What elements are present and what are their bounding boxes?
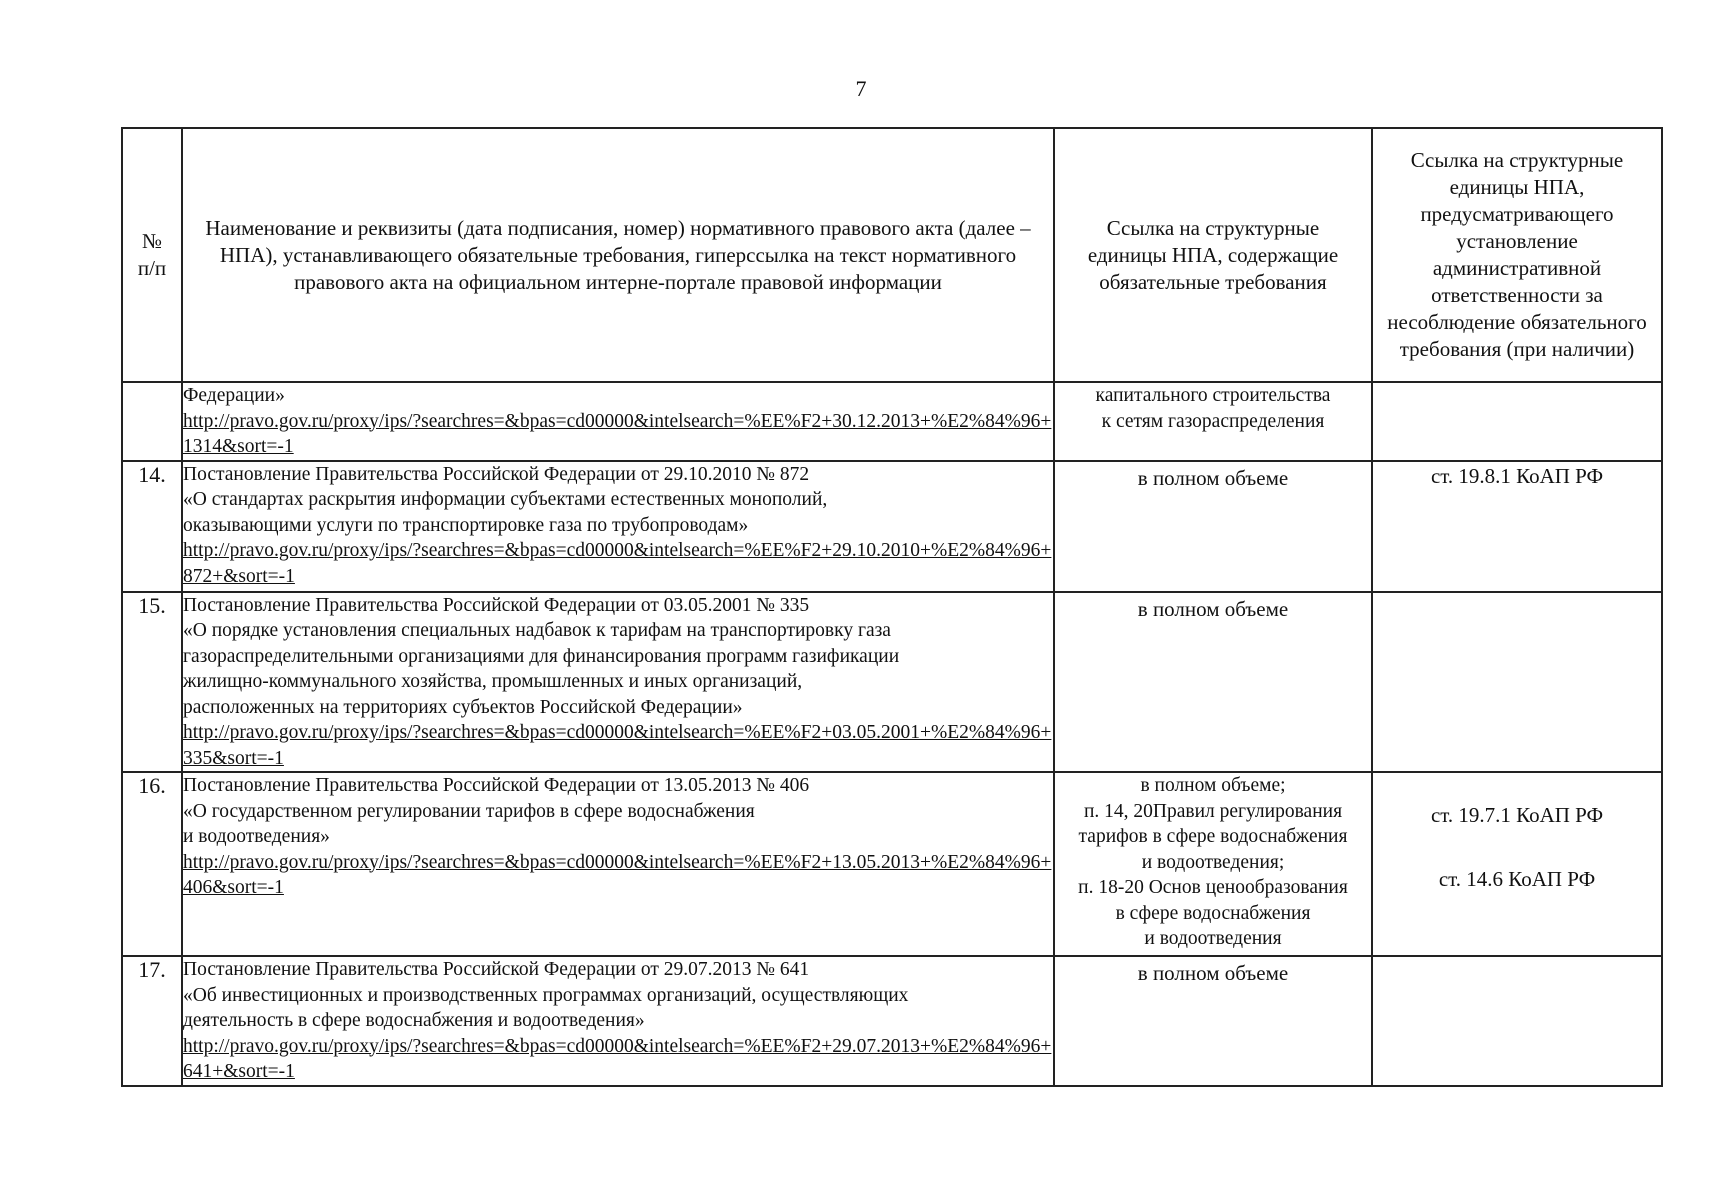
- table-row: [122, 382, 1662, 461]
- requirements-ref-line: в полном объеме: [1137, 596, 1289, 621]
- act-name-cell: [182, 772, 1054, 956]
- requirements-ref-line: капитального строительства: [1095, 385, 1331, 406]
- requirements-ref-line: тарифов в сфере водоснабжения: [1078, 826, 1348, 847]
- requirements-ref-cell: [1054, 772, 1372, 956]
- act-name-line: «О порядке установления специальных надбавок к тарифам на транспортировку газа: [183, 620, 891, 641]
- table-row: [122, 592, 1662, 773]
- table-row: [122, 772, 1662, 956]
- responsibility-ref-line: ст. 14.6 КоАП РФ: [1438, 867, 1596, 891]
- table-header-row: [122, 128, 1662, 382]
- header-number-line: п/п: [137, 256, 167, 280]
- requirements-ref-cell: [1054, 592, 1372, 773]
- header-number: [122, 128, 182, 382]
- row-number: 15.: [122, 592, 182, 773]
- row-number: 16.: [122, 772, 182, 956]
- requirements-ref-line: п. 14, 20Правил регулирования: [1083, 800, 1343, 822]
- act-name-line: «Об инвестиционных и производственных программах организаций, осуществляющих: [183, 984, 909, 1006]
- act-hyperlink[interactable]: http://pravo.gov.ru/proxy/ips/?searchres=&bpas=cd00000&intelsearch=%EE%F2+29.10.2010+%E2%84%96+872+&sort=-1: [183, 540, 1052, 587]
- act-hyperlink[interactable]: http://pravo.gov.ru/proxy/ips/?searchres=&bpas=cd00000&intelsearch=%EE%F2+03.05.2001+%E2%84%96+335&sort=-1: [183, 722, 1052, 769]
- page-number: 7: [855, 76, 867, 101]
- act-name-line: «О стандартах раскрытия информации субъектами естественных монополий,: [183, 489, 828, 510]
- act-name-line: и водоотведения»: [183, 826, 330, 847]
- act-name-line: Постановление Правительства Российской Федерации от 29.10.2010 № 872: [183, 463, 810, 485]
- act-name-line: расположенных на территориях субъектов Российской Федерации»: [183, 696, 743, 718]
- header-responsibility-ref: Ссылка на структурные единицы НПА, предусматривающего установление административной ответственности за несоблюдение обязательного требования (при наличии): [1372, 128, 1662, 382]
- act-name-line: Постановление Правительства Российской Федерации от 29.07.2013 № 641: [183, 959, 810, 980]
- table-row: [122, 956, 1662, 1086]
- act-hyperlink[interactable]: http://pravo.gov.ru/proxy/ips/?searchres=&bpas=cd00000&intelsearch=%EE%F2+29.07.2013+%E2%84%96+641+&sort=-1: [183, 1035, 1052, 1082]
- act-name-cell: [182, 592, 1054, 773]
- act-hyperlink[interactable]: http://pravo.gov.ru/proxy/ips/?searchres=&bpas=cd00000&intelsearch=%EE%F2+13.05.2013+%E2%84%96+406&sort=-1: [183, 851, 1052, 898]
- header-number-line: №: [141, 229, 163, 253]
- act-name-line: Постановление Правительства Российской Федерации от 03.05.2001 № 335: [183, 594, 810, 616]
- act-hyperlink[interactable]: http://pravo.gov.ru/proxy/ips/?searchres=&bpas=cd00000&intelsearch=%EE%F2+30.12.2013+%E2%84%96+1314&sort=-1: [183, 410, 1052, 457]
- responsibility-ref-cell: [1372, 956, 1662, 1086]
- responsibility-ref-line: ст. 19.7.1 КоАП РФ: [1430, 803, 1604, 827]
- row-number: [122, 382, 182, 461]
- requirements-ref-line: к сетям газораспределения: [1101, 410, 1325, 432]
- row-number: 14.: [122, 461, 182, 592]
- requirements-ref-line: в полном объеме: [1137, 961, 1289, 985]
- requirements-ref-line: в сфере водоснабжения: [1115, 902, 1311, 924]
- requirements-ref-line: п. 18-20 Основ ценообразования: [1078, 877, 1348, 898]
- act-name-cell: [182, 956, 1054, 1086]
- requirements-ref-cell: [1054, 382, 1372, 461]
- table-row: [122, 461, 1662, 592]
- responsibility-ref-cell: [1372, 592, 1662, 773]
- requirements-ref-line: в полном объеме;: [1140, 775, 1286, 796]
- responsibility-ref-cell: [1372, 772, 1662, 956]
- requirements-ref-cell: [1054, 956, 1372, 1086]
- act-name-line: оказывающими услуги по транспортировке газа по трубопроводам»: [183, 514, 749, 536]
- row-number: 17.: [122, 956, 182, 1086]
- act-name-cell: [182, 461, 1054, 592]
- act-name-line: деятельность в сфере водоснабжения и водоотведения»: [183, 1010, 645, 1031]
- act-name-line: газораспределительными организациями для финансирования программ газификации: [183, 645, 900, 667]
- act-name-line: Постановление Правительства Российской Федерации от 13.05.2013 № 406: [183, 775, 810, 796]
- act-name-line: жилищно-коммунального хозяйства, промышленных и иных организаций,: [183, 671, 803, 692]
- requirements-ref-line: в полном объеме: [1137, 465, 1289, 490]
- responsibility-ref-cell: [1372, 461, 1662, 592]
- responsibility-ref-line: ст. 19.8.1 КоАП РФ: [1430, 463, 1604, 488]
- act-name-line: Федерации»: [183, 385, 285, 406]
- requirements-ref-line: и водоотведения;: [1141, 851, 1285, 873]
- requirements-ref-cell: [1054, 461, 1372, 592]
- requirements-table: [121, 127, 1663, 1087]
- header-requirements-ref: Ссылка на структурные единицы НПА, содержащие обязательные требования: [1054, 128, 1372, 382]
- requirements-ref-line: и водоотведения: [1144, 928, 1282, 949]
- act-name-line: «О государственном регулировании тарифов в сфере водоснабжения: [183, 800, 755, 822]
- act-name-cell: [182, 382, 1054, 461]
- responsibility-ref-cell: [1372, 382, 1662, 461]
- header-act-name: Наименование и реквизиты (дата подписания, номер) нормативного правового акта (далее – НПА), устанавливающего обязательные требования, гиперссылка на текст нормативного правового акта на официальном интерне-портале правовой информации: [182, 128, 1054, 382]
